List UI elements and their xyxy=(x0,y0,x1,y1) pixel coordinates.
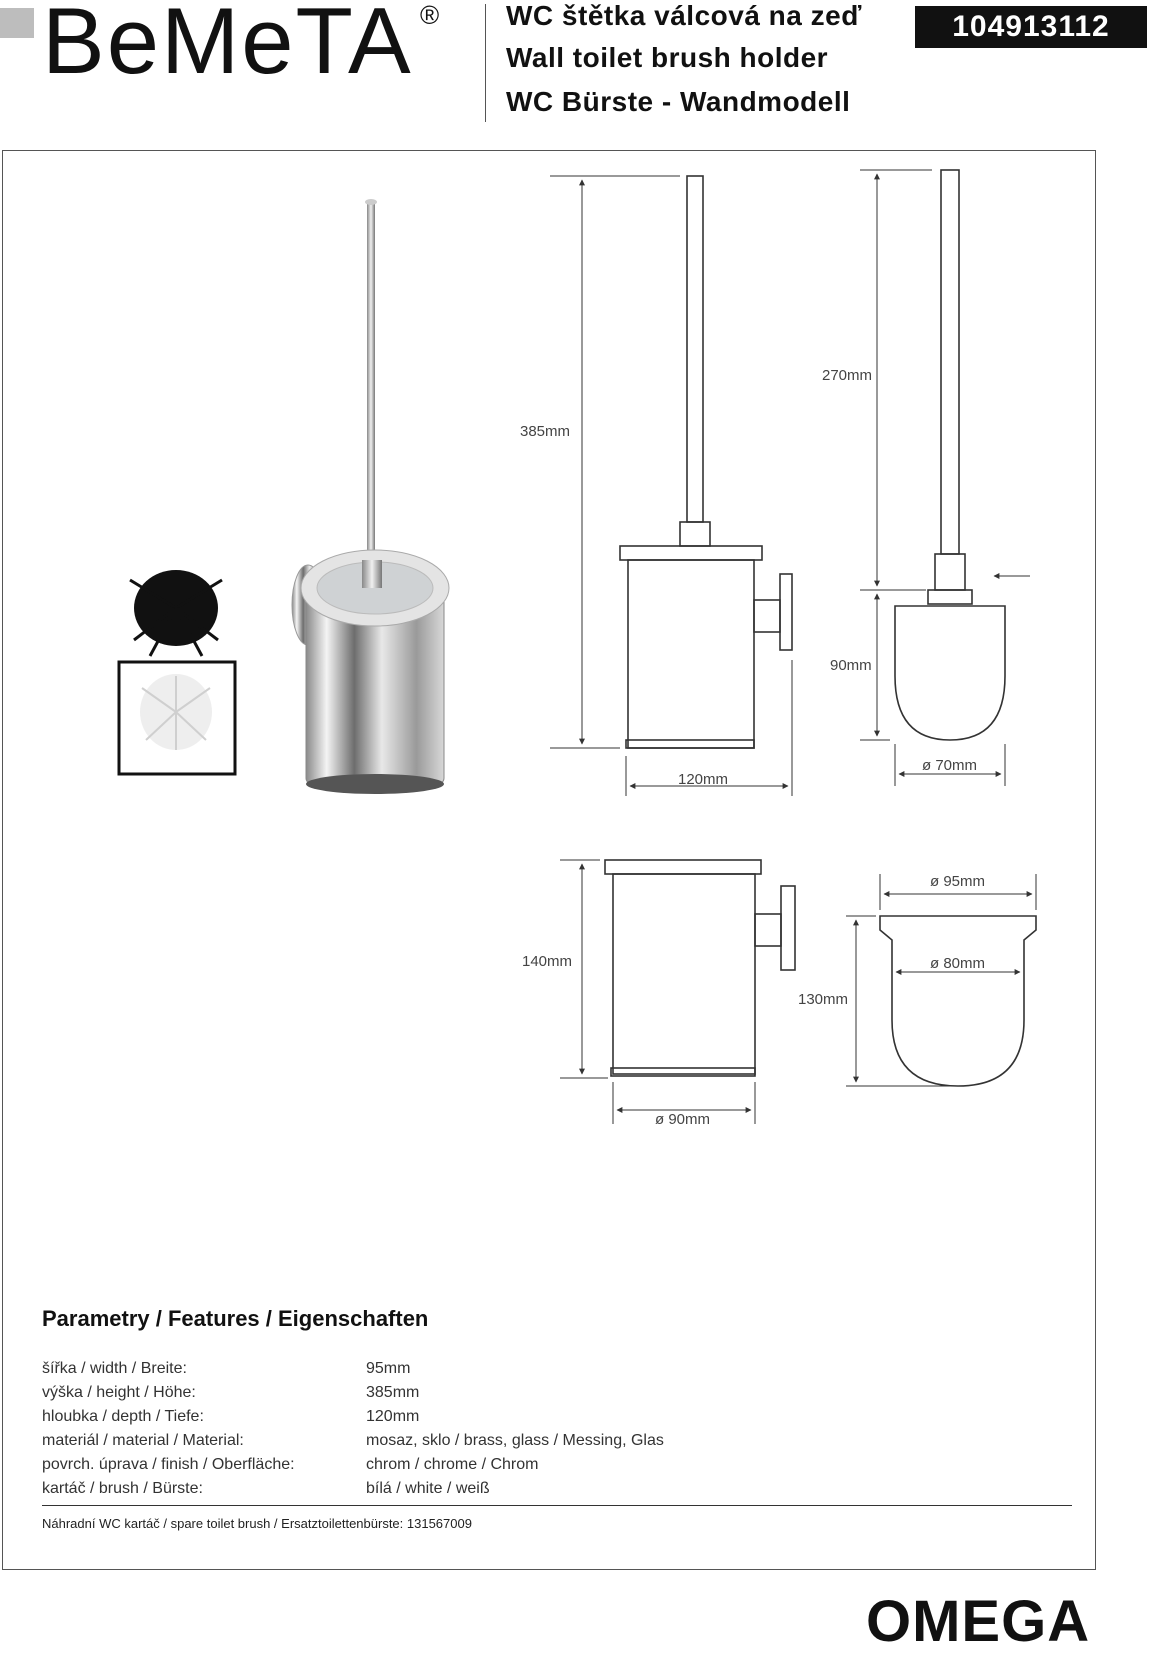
registered-mark: ® xyxy=(420,0,440,30)
features-divider xyxy=(42,1505,1072,1506)
title-en: Wall toilet brush holder xyxy=(506,42,829,73)
container-view-drawing xyxy=(605,860,795,1076)
series-name: OMEGA xyxy=(866,1589,1091,1654)
dim-80: ø 80mm xyxy=(930,955,986,972)
dim-130: 130mm xyxy=(798,991,849,1008)
dim-385: 385mm xyxy=(520,423,571,440)
dim-90-diameter: ø 90mm xyxy=(655,1111,711,1128)
param-value-width: 95mm xyxy=(366,1360,411,1377)
side-view-dimension-lines xyxy=(550,176,792,796)
dim-95: ø 95mm xyxy=(930,873,986,890)
param-value-finish: chrom / chrome / Chrom xyxy=(366,1456,539,1473)
param-label-height: výška / height / Höhe: xyxy=(42,1384,196,1401)
dim-140: 140mm xyxy=(522,953,573,970)
features-title: Parametry / Features / Eigenschaften xyxy=(42,1306,429,1331)
product-code: 104913112 xyxy=(915,6,1147,48)
holder-photo xyxy=(292,199,449,794)
glass-view-drawing xyxy=(880,916,1036,1086)
param-label-brush: kartáč / brush / Bürste: xyxy=(42,1480,203,1497)
white-brush-photo xyxy=(119,662,235,774)
param-value-brush: bílá / white / weiß xyxy=(366,1480,490,1497)
dim-90: 90mm xyxy=(830,657,872,674)
brush-view-drawing xyxy=(895,170,1005,740)
dim-270: 270mm xyxy=(822,367,873,384)
brand-logo: BeMeTA xyxy=(42,0,413,93)
spare-brush-note: Náhradní WC kartáč / spare toilet brush / Ersatztoilettenbürste: 131567009 xyxy=(42,1516,472,1531)
dim-120: 120mm xyxy=(678,771,729,788)
black-brush-photo xyxy=(130,570,222,656)
param-value-depth: 120mm xyxy=(366,1408,420,1425)
param-value-material: mosaz, sklo / brass, glass / Messing, Glas xyxy=(366,1432,664,1449)
param-label-depth: hloubka / depth / Tiefe: xyxy=(42,1408,204,1425)
param-label-finish: povrch. úprava / finish / Oberfläche: xyxy=(42,1456,295,1473)
param-label-width: šířka / width / Breite: xyxy=(42,1360,187,1377)
title-cz: WC štětka válcová na zeď xyxy=(506,0,862,31)
title-de: WC Bürste - Wandmodell xyxy=(506,86,851,117)
container-view-dimension-lines xyxy=(560,860,755,1124)
param-label-material: materiál / material / Material: xyxy=(42,1432,244,1449)
side-view-drawing xyxy=(620,176,792,748)
param-value-height: 385mm xyxy=(366,1384,420,1401)
dim-70: ø 70mm xyxy=(922,757,978,774)
glass-view-dimension-lines xyxy=(846,874,1036,1086)
